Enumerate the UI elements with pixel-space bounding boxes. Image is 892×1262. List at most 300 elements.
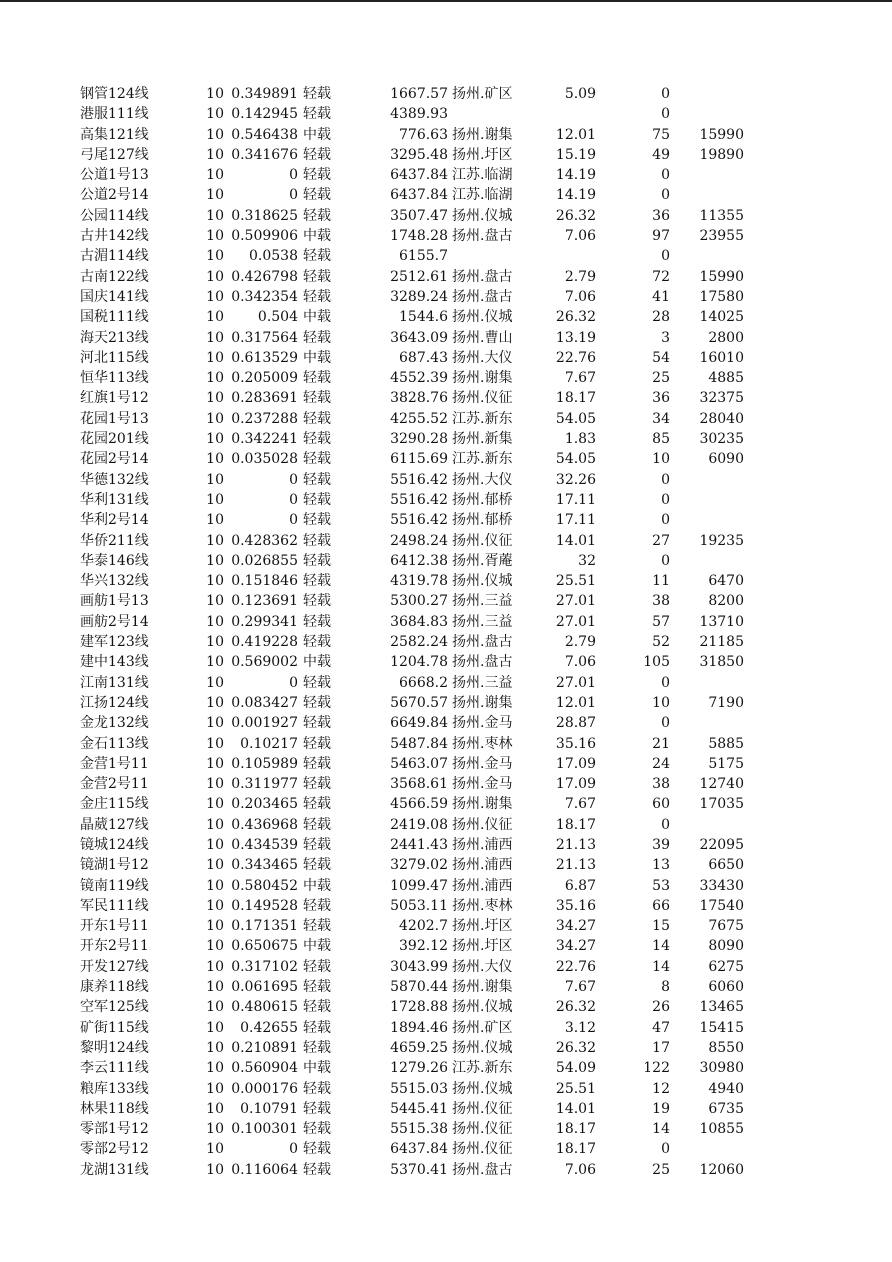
line-name-cell: 开东1号11: [80, 918, 149, 935]
line-name-cell: 国庆141线: [80, 288, 149, 305]
length-cell: 28.87: [555, 715, 596, 732]
table-row: [0, 449, 892, 469]
count-cell: 25: [652, 1161, 670, 1178]
capacity-cell: 11355: [699, 207, 744, 224]
voltage-cell: 10: [206, 755, 224, 772]
line-name-cell: 花园201线: [80, 431, 149, 448]
area-cell: 扬州.仪城: [452, 1039, 513, 1056]
length-cell: 7.06: [564, 288, 596, 305]
length-cell: 21.13: [555, 836, 596, 853]
voltage-cell: 10: [206, 654, 224, 671]
line-name-cell: 公道1号13: [80, 167, 149, 184]
line-name-cell: 画舫2号14: [80, 613, 149, 630]
line-name-cell: 金营1号11: [80, 755, 149, 772]
load-status-cell: 轻载: [303, 187, 331, 204]
capacity-cell: 32375: [699, 390, 744, 407]
area-cell: 扬州.郁桥: [452, 491, 513, 508]
count-cell: 97: [652, 228, 670, 245]
load-rate-cell: 0.509906: [231, 228, 298, 245]
load-status-cell: 轻载: [303, 552, 331, 569]
table-row: [0, 104, 892, 124]
length-cell: 7.67: [564, 370, 596, 387]
count-cell: 0: [661, 816, 670, 833]
capacity-cell: 2800: [708, 329, 744, 346]
load-rate-cell: 0.026855: [231, 552, 298, 569]
capacity-cell: 6650: [708, 857, 744, 874]
count-cell: 66: [652, 897, 670, 914]
table-row: [0, 409, 892, 429]
area-cell: 扬州.新集: [452, 431, 513, 448]
line-name-cell: 江扬124线: [80, 694, 149, 711]
value-cell: 3043.99: [390, 958, 448, 975]
voltage-cell: 10: [206, 613, 224, 630]
area-cell: 扬州.郁桥: [452, 512, 513, 529]
load-rate-cell: 0.419228: [231, 634, 298, 651]
value-cell: 3684.83: [390, 613, 448, 630]
table-row: [0, 957, 892, 977]
value-cell: 6437.84: [390, 167, 448, 184]
line-name-cell: 画舫1号13: [80, 593, 149, 610]
value-cell: 5516.42: [390, 471, 448, 488]
load-rate-cell: 0: [289, 471, 298, 488]
capacity-cell: 17540: [699, 897, 744, 914]
line-name-cell: 港服111线: [80, 106, 149, 123]
area-cell: 扬州.圩区: [452, 146, 513, 163]
value-cell: 3279.02: [390, 857, 448, 874]
line-name-cell: 零部2号12: [80, 1141, 149, 1158]
voltage-cell: 10: [206, 1100, 224, 1117]
load-status-cell: 中载: [303, 228, 331, 245]
area-cell: 江苏.新东: [452, 410, 513, 427]
voltage-cell: 10: [206, 471, 224, 488]
load-rate-cell: 0.341676: [231, 146, 298, 163]
capacity-cell: 14025: [699, 309, 744, 326]
capacity-cell: 31850: [699, 654, 744, 671]
value-cell: 4659.25: [390, 1039, 448, 1056]
length-cell: 17.09: [555, 755, 596, 772]
count-cell: 26: [652, 999, 670, 1016]
load-status-cell: 轻载: [303, 897, 331, 914]
load-rate-cell: 0.311977: [231, 776, 298, 793]
table-row: [0, 977, 892, 997]
voltage-cell: 10: [206, 146, 224, 163]
table-row: [0, 1099, 892, 1119]
load-status-cell: 轻载: [303, 613, 331, 630]
line-name-cell: 河北115线: [80, 349, 149, 366]
line-name-cell: 空军125线: [80, 999, 149, 1016]
line-name-cell: 建中143线: [80, 654, 149, 671]
table-row: [0, 185, 892, 205]
area-cell: 江苏.新东: [452, 1060, 513, 1077]
load-status-cell: 轻载: [303, 512, 331, 529]
load-rate-cell: 0: [289, 512, 298, 529]
line-name-cell: 开东2号11: [80, 938, 149, 955]
load-status-cell: 中载: [303, 877, 331, 894]
voltage-cell: 10: [206, 207, 224, 224]
value-cell: 1728.88: [390, 999, 448, 1016]
capacity-cell: 6735: [708, 1100, 744, 1117]
length-cell: 6.87: [564, 877, 596, 894]
voltage-cell: 10: [206, 491, 224, 508]
value-cell: 1894.46: [390, 1019, 448, 1036]
voltage-cell: 10: [206, 776, 224, 793]
load-status-cell: 轻载: [303, 288, 331, 305]
length-cell: 17.11: [555, 491, 596, 508]
line-name-cell: 华侨211线: [80, 532, 149, 549]
load-rate-cell: 0.318625: [231, 207, 298, 224]
area-cell: 扬州.仪征: [452, 1100, 513, 1117]
load-rate-cell: 0: [289, 674, 298, 691]
table-row: [0, 388, 892, 408]
value-cell: 3507.47: [390, 207, 448, 224]
line-name-cell: 高集121线: [80, 126, 149, 143]
length-cell: 32: [578, 552, 596, 569]
area-cell: 扬州.盘古: [452, 634, 513, 651]
table-row: [0, 693, 892, 713]
voltage-cell: 10: [206, 86, 224, 102]
load-status-cell: 轻载: [303, 491, 331, 508]
value-cell: 4552.39: [390, 370, 448, 387]
area-cell: 扬州.金马: [452, 715, 513, 732]
length-cell: 14.19: [555, 167, 596, 184]
line-name-cell: 镜城124线: [80, 836, 149, 853]
load-status-cell: 轻载: [303, 918, 331, 935]
table-row: [0, 551, 892, 571]
line-name-cell: 公道2号14: [80, 187, 149, 204]
load-rate-cell: 0.342354: [231, 288, 298, 305]
value-cell: 5516.42: [390, 491, 448, 508]
capacity-cell: 13465: [699, 999, 744, 1016]
voltage-cell: 10: [206, 309, 224, 326]
voltage-cell: 10: [206, 329, 224, 346]
load-rate-cell: 0.580452: [231, 877, 298, 894]
load-rate-cell: 0.10791: [240, 1100, 298, 1117]
value-cell: 6649.84: [390, 715, 448, 732]
count-cell: 75: [652, 126, 670, 143]
count-cell: 0: [661, 512, 670, 529]
load-rate-cell: 0.123691: [231, 593, 298, 610]
line-name-cell: 李云111线: [80, 1060, 149, 1077]
table-row: [0, 368, 892, 388]
value-cell: 2582.24: [390, 634, 448, 651]
load-rate-cell: 0.001927: [231, 715, 298, 732]
voltage-cell: 10: [206, 187, 224, 204]
load-status-cell: 轻载: [303, 796, 331, 813]
line-name-cell: 国税111线: [80, 309, 149, 326]
load-rate-cell: 0.349891: [231, 86, 298, 102]
value-cell: 2441.43: [390, 836, 448, 853]
length-cell: 15.19: [555, 146, 596, 163]
voltage-cell: 10: [206, 1060, 224, 1077]
capacity-cell: 5175: [708, 755, 744, 772]
area-cell: 扬州.枣林: [452, 897, 513, 914]
length-cell: 27.01: [555, 593, 596, 610]
line-name-cell: 晶葳127线: [80, 816, 149, 833]
value-cell: 776.63: [399, 126, 448, 143]
load-status-cell: 轻载: [303, 268, 331, 285]
table-row: [0, 652, 892, 672]
area-cell: 扬州.仪城: [452, 207, 513, 224]
voltage-cell: 10: [206, 1080, 224, 1097]
voltage-cell: 10: [206, 674, 224, 691]
value-cell: 2498.24: [390, 532, 448, 549]
length-cell: 7.67: [564, 979, 596, 996]
load-status-cell: 轻载: [303, 573, 331, 590]
count-cell: 13: [652, 857, 670, 874]
length-cell: 26.32: [555, 999, 596, 1016]
load-rate-cell: 0.0538: [249, 248, 298, 265]
count-cell: 34: [652, 410, 670, 427]
voltage-cell: 10: [206, 370, 224, 387]
table-row: [0, 774, 892, 794]
table-row: [0, 734, 892, 754]
load-rate-cell: 0.42655: [240, 1019, 298, 1036]
table-row: [0, 896, 892, 916]
load-rate-cell: 0.100301: [231, 1121, 298, 1138]
table-row: [0, 673, 892, 693]
capacity-cell: 12740: [699, 776, 744, 793]
area-cell: 扬州.三益: [452, 674, 513, 691]
value-cell: 5487.84: [390, 735, 448, 752]
capacity-cell: 22095: [699, 836, 744, 853]
area-cell: 扬州.仪城: [452, 573, 513, 590]
table-row: [0, 815, 892, 835]
voltage-cell: 10: [206, 573, 224, 590]
count-cell: 36: [652, 390, 670, 407]
load-status-cell: 中载: [303, 938, 331, 955]
value-cell: 6668.2: [399, 674, 448, 691]
count-cell: 0: [661, 86, 670, 102]
load-status-cell: 轻载: [303, 1019, 331, 1036]
capacity-cell: 4940: [708, 1080, 744, 1097]
value-cell: 1279.26: [390, 1060, 448, 1077]
area-cell: 扬州.盘古: [452, 1161, 513, 1178]
area-cell: 扬州.圩区: [452, 938, 513, 955]
length-cell: 14.01: [555, 532, 596, 549]
capacity-cell: 19890: [699, 146, 744, 163]
voltage-cell: 10: [206, 958, 224, 975]
count-cell: 14: [652, 1121, 670, 1138]
load-status-cell: 轻载: [303, 1161, 331, 1178]
voltage-cell: 10: [206, 634, 224, 651]
length-cell: 26.32: [555, 1039, 596, 1056]
load-status-cell: 轻载: [303, 451, 331, 468]
length-cell: 32.26: [555, 471, 596, 488]
load-rate-cell: 0.210891: [231, 1039, 298, 1056]
capacity-cell: 23955: [699, 228, 744, 245]
table-row: [0, 125, 892, 145]
area-cell: 扬州.矿区: [452, 1019, 513, 1036]
load-rate-cell: 0.317564: [231, 329, 298, 346]
table-row: [0, 328, 892, 348]
area-cell: 扬州.大仪: [452, 349, 513, 366]
area-cell: 扬州.仪征: [452, 532, 513, 549]
line-name-cell: 公园114线: [80, 207, 149, 224]
value-cell: 687.43: [399, 349, 448, 366]
voltage-cell: 10: [206, 552, 224, 569]
table-row: [0, 855, 892, 875]
count-cell: 38: [652, 593, 670, 610]
length-cell: 27.01: [555, 674, 596, 691]
value-cell: 3828.76: [390, 390, 448, 407]
area-cell: 扬州.仪征: [452, 390, 513, 407]
table-row: [0, 1160, 892, 1180]
load-rate-cell: 0.203465: [231, 796, 298, 813]
count-cell: 0: [661, 248, 670, 265]
voltage-cell: 10: [206, 512, 224, 529]
load-rate-cell: 0.613529: [231, 349, 298, 366]
table-row: [0, 510, 892, 530]
load-status-cell: 轻载: [303, 410, 331, 427]
table-row: [0, 145, 892, 165]
capacity-cell: 4885: [708, 370, 744, 387]
line-name-cell: 古湄114线: [80, 248, 149, 265]
load-rate-cell: 0: [289, 1141, 298, 1158]
length-cell: 14.19: [555, 187, 596, 204]
load-rate-cell: 0.434539: [231, 836, 298, 853]
area-cell: 扬州.仪征: [452, 816, 513, 833]
value-cell: 4566.59: [390, 796, 448, 813]
capacity-cell: 7190: [708, 694, 744, 711]
capacity-cell: 30235: [699, 431, 744, 448]
line-name-cell: 华德132线: [80, 471, 149, 488]
line-name-cell: 金庄115线: [80, 796, 149, 813]
length-cell: 17.11: [555, 512, 596, 529]
area-cell: 扬州.浦西: [452, 877, 513, 894]
count-cell: 0: [661, 167, 670, 184]
length-cell: 18.17: [555, 390, 596, 407]
count-cell: 0: [661, 471, 670, 488]
value-cell: 5516.42: [390, 512, 448, 529]
voltage-cell: 10: [206, 248, 224, 265]
count-cell: 72: [652, 268, 670, 285]
table-row: [0, 1079, 892, 1099]
count-cell: 8: [661, 979, 670, 996]
value-cell: 5445.41: [390, 1100, 448, 1117]
load-status-cell: 轻载: [303, 1121, 331, 1138]
load-status-cell: 轻载: [303, 390, 331, 407]
count-cell: 85: [652, 431, 670, 448]
table-row: [0, 997, 892, 1017]
voltage-cell: 10: [206, 1141, 224, 1158]
line-name-cell: 镜南119线: [80, 877, 149, 894]
line-name-cell: 花园2号14: [80, 451, 149, 468]
load-status-cell: 轻载: [303, 167, 331, 184]
table-row: [0, 287, 892, 307]
length-cell: 7.67: [564, 796, 596, 813]
voltage-cell: 10: [206, 451, 224, 468]
length-cell: 2.79: [564, 268, 596, 285]
load-status-cell: 轻载: [303, 86, 331, 102]
voltage-cell: 10: [206, 816, 224, 833]
load-status-cell: 中载: [303, 126, 331, 143]
value-cell: 6437.84: [390, 1141, 448, 1158]
load-status-cell: 轻载: [303, 776, 331, 793]
voltage-cell: 10: [206, 1161, 224, 1178]
load-status-cell: 中载: [303, 654, 331, 671]
count-cell: 53: [652, 877, 670, 894]
length-cell: 5.09: [564, 86, 596, 102]
load-status-cell: 轻载: [303, 106, 331, 123]
table-row: [0, 876, 892, 896]
load-status-cell: 轻载: [303, 431, 331, 448]
count-cell: 25: [652, 370, 670, 387]
length-cell: 14.01: [555, 1100, 596, 1117]
count-cell: 60: [652, 796, 670, 813]
capacity-cell: 7675: [708, 918, 744, 935]
count-cell: 21: [652, 735, 670, 752]
length-cell: 18.17: [555, 1121, 596, 1138]
voltage-cell: 10: [206, 167, 224, 184]
count-cell: 49: [652, 146, 670, 163]
load-rate-cell: 0.283691: [231, 390, 298, 407]
count-cell: 28: [652, 309, 670, 326]
value-cell: 6437.84: [390, 187, 448, 204]
load-rate-cell: 0.343465: [231, 857, 298, 874]
table-row: [0, 632, 892, 652]
area-cell: 扬州.盘古: [452, 268, 513, 285]
area-cell: 扬州.大仪: [452, 958, 513, 975]
table-row: [0, 84, 892, 104]
table-row: [0, 1119, 892, 1139]
line-name-cell: 镜湖1号12: [80, 857, 149, 874]
area-cell: 扬州.谢集: [452, 370, 513, 387]
value-cell: 5670.57: [390, 694, 448, 711]
length-cell: 12.01: [555, 126, 596, 143]
load-status-cell: 中载: [303, 349, 331, 366]
area-cell: 扬州.仪征: [452, 1141, 513, 1158]
length-cell: 26.32: [555, 309, 596, 326]
table-row: [0, 1038, 892, 1058]
load-status-cell: 轻载: [303, 979, 331, 996]
capacity-cell: 6060: [708, 979, 744, 996]
load-status-cell: 轻载: [303, 471, 331, 488]
load-rate-cell: 0: [289, 167, 298, 184]
load-status-cell: 轻载: [303, 1039, 331, 1056]
table-row: [0, 591, 892, 611]
count-cell: 19: [652, 1100, 670, 1117]
voltage-cell: 10: [206, 857, 224, 874]
voltage-cell: 10: [206, 836, 224, 853]
count-cell: 0: [661, 552, 670, 569]
voltage-cell: 10: [206, 918, 224, 935]
load-rate-cell: 0.000176: [231, 1080, 298, 1097]
area-cell: 扬州.盘古: [452, 288, 513, 305]
line-name-cell: 华泰146线: [80, 552, 149, 569]
load-rate-cell: 0.061695: [231, 979, 298, 996]
load-rate-cell: 0.035028: [231, 451, 298, 468]
capacity-cell: 12060: [699, 1161, 744, 1178]
load-rate-cell: 0.480615: [231, 999, 298, 1016]
voltage-cell: 10: [206, 1019, 224, 1036]
load-status-cell: 轻载: [303, 816, 331, 833]
area-cell: 扬州.圩区: [452, 918, 513, 935]
voltage-cell: 10: [206, 288, 224, 305]
table-row: [0, 571, 892, 591]
value-cell: 5370.41: [390, 1161, 448, 1178]
voltage-cell: 10: [206, 1121, 224, 1138]
length-cell: 18.17: [555, 816, 596, 833]
count-cell: 54: [652, 349, 670, 366]
value-cell: 4202.7: [399, 918, 448, 935]
line-name-cell: 华利2号14: [80, 512, 149, 529]
value-cell: 4389.93: [390, 106, 448, 123]
table-row: [0, 794, 892, 814]
table-row: [0, 429, 892, 449]
count-cell: 27: [652, 532, 670, 549]
value-cell: 6155.7: [399, 248, 448, 265]
area-cell: 江苏.新东: [452, 451, 513, 468]
